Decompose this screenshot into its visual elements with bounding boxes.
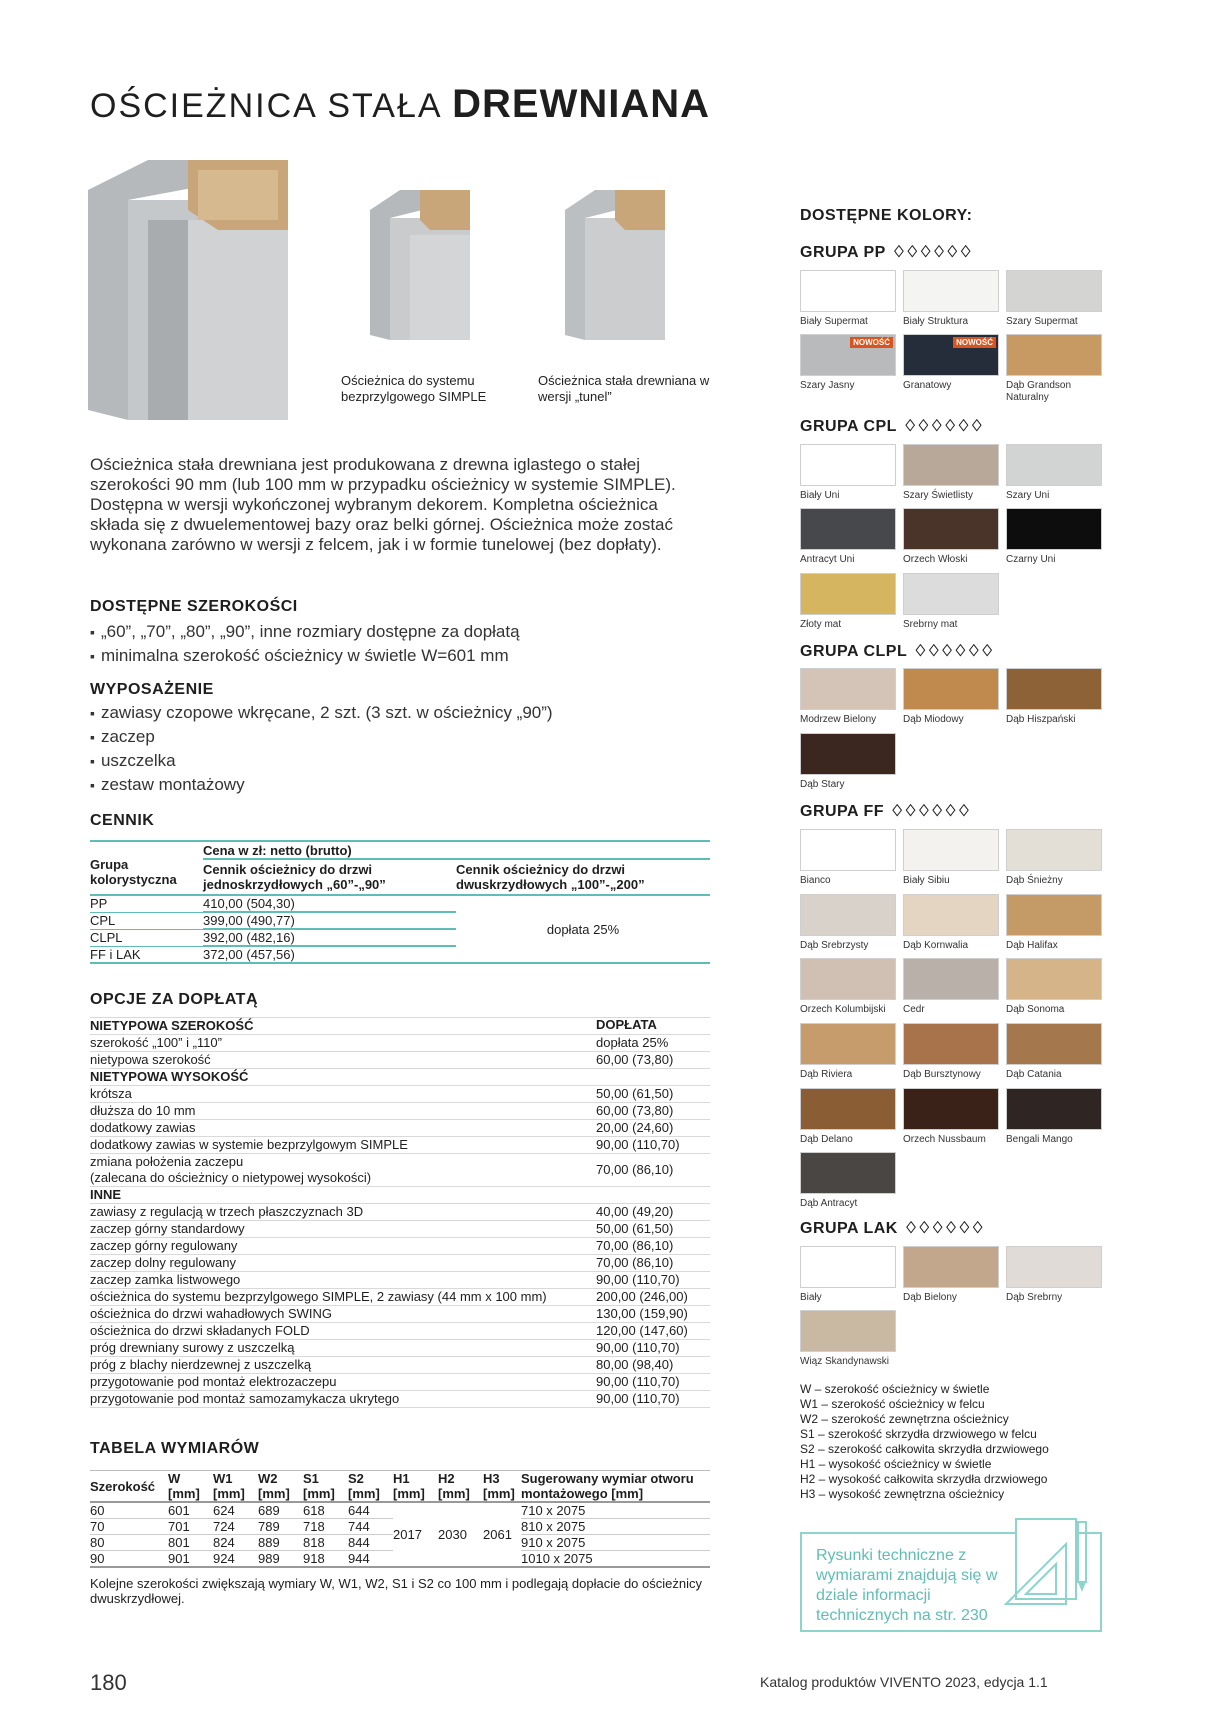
color-swatch [903,444,999,486]
option-label-line: (zalecana do ościeżnicy o nietypowej wysokości) [90,1170,372,1185]
color-swatch [1006,270,1102,312]
diamond-rating-icon: ♢♢♢♢♢♢ [902,418,984,435]
dim-cell: 618 [303,1503,325,1518]
dim-cell: 718 [303,1519,325,1534]
price-single: 372,00 (457,56) [203,947,295,962]
new-badge: NOWOŚĆ [850,337,893,348]
options-heading: OPCJE ZA DOPŁATĄ [90,991,259,1008]
color-swatch [800,1023,896,1065]
color-group-heading [800,416,983,436]
color-label: Dąb Srebrzysty [800,940,869,951]
color-swatch [903,573,999,615]
color-swatch [903,894,999,936]
table-row [90,1340,710,1357]
color-label: Dąb Hiszpański [1006,714,1076,725]
color-swatch [800,1310,896,1352]
dim-cell: 824 [213,1535,235,1550]
table-row [90,1306,710,1323]
dim-cell: 724 [213,1519,235,1534]
legend-item: W1 – szerokość ościeżnicy w felcu [800,1397,985,1411]
list-item: ▪ „60”, „70”, „80”, „90”, inne rozmiary dostępne za dopłatą [90,620,520,644]
page-number: 180 [90,1670,127,1695]
table-row [90,1086,710,1103]
dimensions-heading: TABELA WYMIARÓW [90,1440,260,1457]
price-col-single: Cennik ościeżnicy do drzwi jednoskrzydłowych „60”-„90” [203,862,386,892]
table-row [90,1374,710,1391]
table-row [90,1289,710,1306]
table-row [90,895,710,912]
legend-item: W – szerokość ościeżnicy w świetle [800,1382,990,1396]
color-label: Biały Struktura [903,316,969,327]
frame-image-tunel [565,190,665,340]
color-label: Szary Uni [1006,490,1050,501]
dim-header: Szerokość [90,1478,156,1494]
list-item: ▪ zestaw montażowy [90,773,553,797]
legend-item: S2 – szerokość całkowita skrzydła drzwiowego [800,1442,1049,1456]
color-swatch [1006,444,1102,486]
table-row [90,1255,710,1272]
description: Ościeżnica stała drewniana jest produkowana z drewna iglastego o stałej szerokości 90 mm (lub 100 mm w przypadku ościeżnicy w systemie SIMPLE). Dostępna w wersji wykończonej wybranym dekorem. Kompletna ościeżnica składa się z dwuelementowej bazy oraz belki górnej. Ościeżnica może zostać wykonana zarówno w wersji z felcem, jak i w formie tunelowej (bez dopłaty). [90,455,676,554]
option-label: przygotowanie pod montaż samozamykacza ukrytego [90,1391,400,1406]
dim-cell: 789 [258,1519,280,1534]
caption-tunel: Ościeżnica stała drewniana w wersji „tunel” [538,373,710,404]
widths-heading: DOSTĘPNE SZEROKOŚCI [90,598,298,615]
dim-cell: 844 [348,1535,370,1550]
dim-cell: 644 [348,1503,370,1518]
option-label: ościeżnica do drzwi składanych FOLD [90,1323,310,1338]
color-label: Szary Świetlisty [903,490,974,501]
color-label: Dąb Stary [800,779,845,790]
dim-cell: 818 [303,1535,325,1550]
price-heading: CENNIK [90,812,155,829]
option-value: 80,00 (98,40) [596,1357,674,1372]
option-value: 120,00 (147,60) [596,1323,688,1338]
price-group: CLPL [90,930,123,945]
color-label: Dąb Riviera [800,1069,853,1080]
option-value: dopłata 25% [596,1035,669,1050]
option-label: zaczep górny standardowy [90,1221,245,1236]
color-label: Orzech Kolumbijski [800,1004,886,1015]
list-item: ▪ zawiasy czopowe wkręcane, 2 szt. (3 szt. w ościeżnicy „90”) [90,701,553,725]
option-label: przygotowanie pod montaż elektrozaczepu [90,1374,337,1389]
color-label: Dąb Miodowy [903,714,964,725]
option-value: 90,00 (110,70) [596,1391,680,1406]
table-row [90,1052,710,1069]
color-group-heading [800,801,970,821]
color-label: Dąb Kornwalia [903,940,969,951]
color-swatch [903,958,999,1000]
color-swatch [800,829,896,871]
widths-list [90,620,520,668]
color-label: Orzech Włoski [903,554,968,565]
tech-drawings-box [800,1532,1102,1632]
dim-cell: 744 [348,1519,370,1534]
dim-header: W1 [mm] [213,1471,245,1501]
legend [800,1382,1049,1502]
option-label: ościeżnica do systemu bezprzylgowego SIMPLE, 2 zawiasy (44 mm x 100 mm) [90,1289,547,1304]
option-value: 20,00 (24,60) [596,1120,674,1135]
price-group: PP [90,896,108,912]
dimensions-table [90,1470,710,1606]
color-group-name: GRUPA CPL [800,418,897,435]
legend-item: S1 – szerokość skrzydła drzwiowego w felcu [800,1427,1037,1441]
option-label: nietypowa szerokość [90,1052,211,1067]
color-label: Dąb Bielony [903,1292,957,1303]
title-bold: DREWNIANA [452,82,711,126]
option-value: 90,00 (110,70) [596,1340,680,1355]
option-label: ościeżnica do drzwi wahadłowych SWING [90,1306,333,1321]
price-col-double: Cennik ościeżnicy do drzwi dwuskrzydłowych „100”-„200” [456,862,645,892]
color-label: Dąb Bursztynowy [903,1069,981,1080]
option-label: dodatkowy zawias [90,1120,196,1135]
option-value: 70,00 (86,10) [596,1238,674,1253]
option-label [90,1154,596,1187]
new-badge: NOWOŚĆ [953,337,996,348]
color-swatch [800,270,896,312]
color-swatch [800,668,896,710]
price-single: 392,00 (482,16) [203,929,456,946]
table-row [90,1221,710,1238]
drafting-triangle-icon [996,1514,1096,1614]
color-label: Dąb Antracyt [800,1198,858,1209]
option-label: zawiasy z regulacją w trzech płaszczyznach 3D [90,1204,364,1219]
dim-cell: 944 [348,1551,370,1566]
table-row [90,1103,710,1120]
color-label: Dąb Catania [1006,1069,1062,1080]
dim-h2: 2030 [438,1527,467,1542]
option-label-line: zmiana położenia zaczepu [90,1154,244,1169]
title-light: OŚCIEŻNICA STAŁA [90,87,441,125]
option-label: zaczep dolny regulowany [90,1255,236,1270]
color-swatch [1006,1088,1102,1130]
table-row [90,1137,710,1154]
dim-cell: 70 [90,1519,105,1534]
color-label: Dąb Sonoma [1006,1004,1065,1015]
color-swatch [903,1088,999,1130]
color-swatch [1006,1023,1102,1065]
dim-cell: 90 [90,1551,105,1566]
dim-cell: 901 [168,1551,190,1566]
equipment-list [90,701,553,797]
table-row [90,1357,710,1374]
color-label: Dąb Grandson Naturalny [1006,380,1072,403]
dim-header: S2 [mm] [348,1471,380,1501]
table-row [90,1187,710,1204]
price-group: CPL [90,913,116,928]
legend-item: W2 – szerokość zewnętrzna ościeżnicy [800,1412,1009,1426]
option-value: 70,00 (86,10) [596,1162,674,1177]
table-row [90,1323,710,1340]
option-value: 70,00 (86,10) [596,1255,674,1270]
color-swatch [903,829,999,871]
table-row [90,1069,710,1086]
dim-cell: 810 x 2075 [521,1519,586,1534]
dim-cell: 60 [90,1503,105,1518]
equipment-heading: WYPOSAŻENIE [90,681,214,698]
price-group: FF i LAK [90,946,141,962]
price-col-group: Grupa kolorystyczna [90,857,177,887]
list-item: ▪ uszczelka [90,749,553,773]
dim-cell: 918 [303,1551,325,1566]
list-item: ▪ zaczep [90,725,553,749]
color-swatch [1006,894,1102,936]
caption-simple: Ościeżnica do systemu bezprzylgowego SIMPLE [341,373,487,404]
dim-cell: 910 x 2075 [521,1535,586,1550]
color-label: Złoty mat [800,619,842,630]
dim-header: H2 [mm] [438,1471,470,1501]
option-value [596,1069,710,1086]
frame-image-main [88,160,288,420]
color-swatch [800,733,896,775]
option-value: 50,00 (61,50) [596,1221,674,1236]
dim-h3: 2061 [483,1527,512,1542]
color-swatch [800,573,896,615]
color-label: Antracyt Uni [800,554,855,565]
color-group-name: GRUPA FF [800,803,884,820]
dim-h1: 2017 [393,1527,422,1542]
table-row [90,1204,710,1221]
option-label: zaczep zamka listwowego [90,1272,241,1287]
color-label: Modrzew Bielony [800,714,877,725]
color-swatch [903,1023,999,1065]
diamond-rating-icon: ♢♢♢♢♢♢ [903,1220,984,1237]
table-row [90,1391,710,1408]
diamond-rating-icon: ♢♢♢♢♢♢ [891,244,972,261]
color-group-name: GRUPA CLPL [800,643,908,660]
table-row [90,1154,710,1187]
color-label: Dąb Halifax [1006,940,1058,951]
dim-cell: 80 [90,1535,105,1550]
dim-cell: 924 [213,1551,235,1566]
legend-item: H1 – wysokość ościeżnicy w świetle [800,1457,992,1471]
color-swatch [800,1246,896,1288]
table-row [90,1120,710,1137]
price-single: 399,00 (490,77) [203,912,456,929]
color-label: Biały Sibiu [903,875,950,886]
color-label: Biały Supermat [800,316,868,327]
dim-header: W [mm] [168,1471,200,1501]
option-value: 60,00 (73,80) [596,1103,674,1118]
color-label: Bianco [800,875,831,886]
option-value: 50,00 (61,50) [596,1086,674,1101]
color-swatch [800,1152,896,1194]
color-swatch [903,1246,999,1288]
price-table [90,840,710,964]
dim-header: S1 [mm] [303,1471,335,1501]
dim-header: H3 [mm] [483,1471,515,1501]
color-swatch [800,334,896,376]
dim-cell: 624 [213,1503,235,1518]
dim-header: Sugerowany wymiar otworu montażowego [mm] [521,1471,694,1501]
color-group-heading [800,641,993,661]
color-label: Bengali Mango [1006,1134,1073,1145]
frame-image-simple [370,190,470,340]
dim-cell: 689 [258,1503,280,1518]
list-item: ▪ minimalna szerokość ościeżnicy w świetle W=601 mm [90,644,520,668]
diamond-rating-icon: ♢♢♢♢♢♢ [890,803,971,820]
color-swatch [903,270,999,312]
legend-item: H2 – wysokość całkowita skrzydła drzwiowego [800,1472,1048,1486]
color-label: Cedr [903,1004,925,1015]
table-row [90,1035,710,1052]
table-row [90,1272,710,1289]
diamond-rating-icon: ♢♢♢♢♢♢ [913,643,994,660]
dimensions-note: Kolejne szerokości zwiększają wymiary W, W1, W2, S1 i S2 co 100 mm i podlegają dopłacie do ościeżnicy dwuskrzydłowej. [90,1576,702,1606]
color-label: Srebrny mat [903,619,958,630]
option-value [596,1187,710,1204]
price-double: dopłata 25% [546,921,620,937]
option-label: zaczep górny regulowany [90,1238,238,1253]
dim-cell: 801 [168,1535,190,1550]
color-label: Biały [800,1292,822,1303]
color-label: Czarny Uni [1006,554,1056,565]
color-swatch [800,1088,896,1130]
color-label: Wiąz Skandynawski [800,1356,889,1367]
color-swatch [1006,958,1102,1000]
color-group-heading [800,242,972,262]
option-label: szerokość „100” i „110” [90,1035,222,1050]
option-label: dłuższa do 10 mm [90,1103,196,1118]
dim-cell: 989 [258,1551,280,1566]
color-swatch [1006,334,1102,376]
color-swatch [1006,829,1102,871]
options-col-surcharge: DOPŁATA [596,1017,657,1032]
color-group-heading [800,1218,984,1238]
option-label: INNE [90,1187,122,1202]
legend-item: H3 – wysokość zewnętrzna ościeżnicy [800,1487,1005,1501]
page-title [90,82,710,127]
option-value: 90,00 (110,70) [596,1272,680,1287]
color-label: Granatowy [903,380,952,391]
color-label: Dąb Srebrny [1006,1292,1063,1303]
color-swatch [903,334,999,376]
color-swatch [1006,668,1102,710]
option-value: 130,00 (159,90) [596,1306,688,1321]
color-label: Szary Jasny [800,380,855,391]
option-label: NIETYPOWA WYSOKOŚĆ [90,1069,249,1084]
dim-cell: 1010 x 2075 [521,1551,593,1566]
color-swatch [903,668,999,710]
footer-text: Katalog produktów VIVENTO 2023, edycja 1.1 [760,1674,1048,1690]
tech-drawings-text: Rysunki techniczne z wymiarami znajdują się w dziale informacji technicznych na str. 230 [816,1547,998,1624]
table-row [90,1238,710,1255]
color-swatch [800,894,896,936]
color-label: Dąb Delano [800,1134,853,1145]
option-label: NIETYPOWA SZEROKOŚĆ [90,1018,254,1033]
color-group-name: GRUPA PP [800,244,886,261]
color-group-name: GRUPA LAK [800,1220,898,1237]
option-value: 90,00 (110,70) [596,1137,680,1152]
dim-cell: 710 x 2075 [521,1503,586,1518]
color-swatch [903,508,999,550]
option-value: 60,00 (73,80) [596,1052,674,1067]
option-value: 200,00 (246,00) [596,1289,688,1304]
color-label: Orzech Nussbaum [903,1134,986,1145]
table-row [90,1502,710,1519]
color-swatch [800,958,896,1000]
option-label: krótsza [90,1086,132,1101]
color-label: Dąb Śnieżny [1006,875,1063,886]
dim-header: H1 [mm] [393,1471,425,1501]
colors-heading: DOSTĘPNE KOLORY: [800,207,973,224]
color-swatch [1006,508,1102,550]
color-swatch [800,508,896,550]
dim-cell: 601 [168,1503,190,1518]
options-table [90,1017,710,1408]
option-value: 90,00 (110,70) [596,1374,680,1389]
dim-cell: 889 [258,1535,280,1550]
color-label: Szary Supermat [1006,316,1078,327]
option-label: dodatkowy zawias w systemie bezprzylgowym SIMPLE [90,1137,408,1152]
dim-cell: 701 [168,1519,190,1534]
option-label: próg drewniany surowy z uszczelką [90,1340,295,1355]
option-label: próg z blachy nierdzewnej z uszczelką [90,1357,312,1372]
color-swatch [1006,1246,1102,1288]
option-value: 40,00 (49,20) [596,1204,674,1219]
price-col-head: Cena w zł: netto (brutto) [203,841,710,859]
price-single: 410,00 (504,30) [203,895,456,912]
dim-header: W2 [mm] [258,1471,290,1501]
color-label: Biały Uni [800,490,840,501]
color-swatch [800,444,896,486]
